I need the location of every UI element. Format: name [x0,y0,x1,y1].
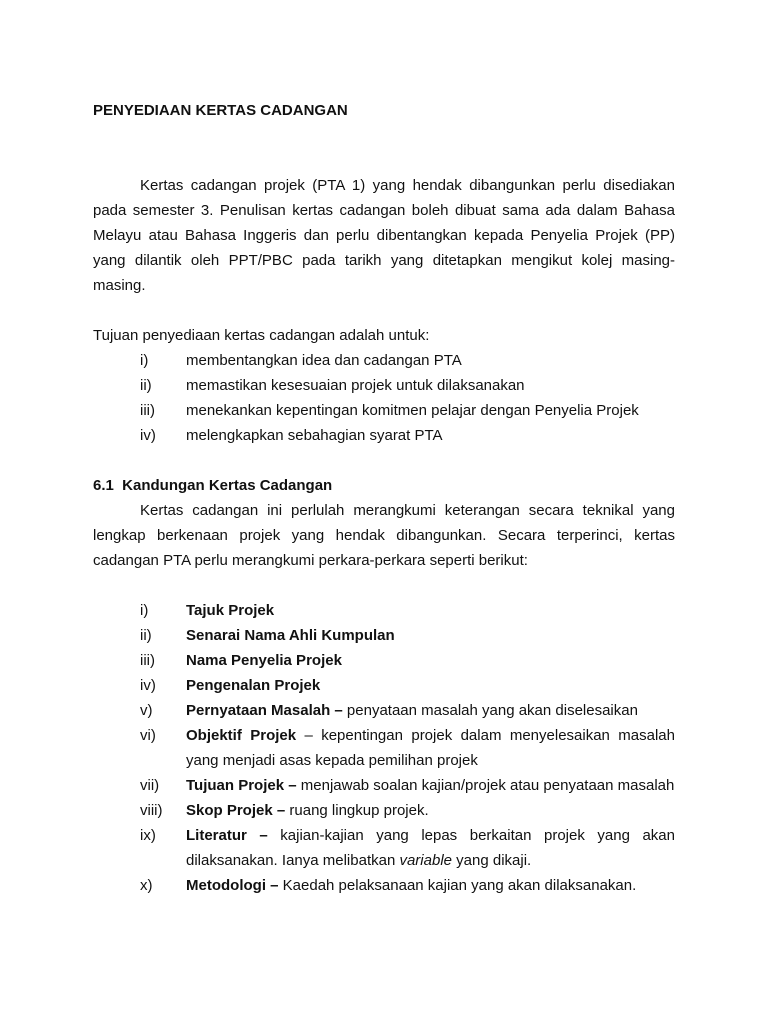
item-description: Kaedah pelaksanaan kajian yang akan dilaksanakan. [278,877,637,894]
list-item [93,823,680,873]
list-text [186,723,680,773]
item-bold-label: Nama Penyelia Projek [186,652,342,669]
list-text [186,598,675,623]
item-bold-label: Pengenalan Projek [186,677,321,694]
intro-paragraph: Kertas cadangan projek (PTA 1) yang hendak dibangunkan perlu disediakan pada semester 3. Penulisan kertas cadangan boleh dibuat sama ada dalam Bahasa Melayu atau Bahasa Inggeris dan perlu dibentangkan kepada Penyelia Projek (PP) yang dilantik oleh PPT/PBC pada tarikh yang ditetapkan mengikut kolej masing-masing. [93,177,675,294]
spacer [93,448,675,473]
item-bold-label: Senarai Nama Ahli Kumpulan [186,627,395,644]
list-number: iii) [140,402,155,419]
list-number: vi) [140,727,156,744]
contents-list [93,598,680,898]
item-bold-label: Tujuan Projek – [186,777,297,794]
list-number: x) [140,877,153,894]
list-item [93,798,675,823]
list-text [186,623,675,648]
list-text [186,798,675,823]
item-description: – kepentingan projek dalam menyelesaikan masalah yang menjadi asas kepada pemilihan projek [186,727,680,769]
list-text [186,648,675,673]
spacer [93,573,675,598]
section-paragraph: Kertas cadangan ini perlulah merangkumi keterangan secara teknikal yang lengkap berkenaan projek yang hendak dibangunkan. Secara terperinci, kertas cadangan PTA perlu merangkumi perkara-perkara seperti berikut: [93,502,675,569]
list-number: i) [140,602,149,619]
list-text: melengkapkan sebahagian syarat PTA [186,427,443,444]
item-description-end: yang dikaji. [452,852,532,869]
list-text [186,823,680,873]
list-number: ii) [140,377,152,394]
spacer [93,298,675,323]
purpose-list [93,348,675,448]
list-item [93,623,675,648]
list-item [93,873,675,898]
list-item [93,773,675,798]
list-item [93,373,675,398]
item-bold-label: Skop Projek – [186,802,286,819]
list-item [93,423,675,448]
list-number: iv) [140,677,156,694]
list-item [93,648,675,673]
item-bold-label: Objektif Projek [186,727,297,744]
item-bold-label: Literatur – [186,827,268,844]
list-number: iv) [140,427,156,444]
list-number: v) [140,702,153,719]
list-number: iii) [140,652,155,669]
list-item [93,598,675,623]
item-description: ruang lingkup projek. [285,802,429,819]
list-item [93,698,675,723]
list-text: menekankan kepentingan komitmen pelajar dengan Penyelia Projek [186,402,639,419]
section-heading: 6.1 Kandungan Kertas Cadangan [93,477,333,494]
list-item [93,398,675,423]
list-text [186,698,675,723]
list-number: viii) [140,802,163,819]
item-bold-label: Pernyataan Masalah – [186,702,343,719]
item-description: kajian-kajian yang lepas berkaitan projek yang akan dilaksanakan. Ianya melibatkan [186,827,680,869]
list-number: ii) [140,627,152,644]
document-title: PENYEDIAAN KERTAS CADANGAN [93,102,348,119]
list-item [93,348,675,373]
item-bold-label: Tajuk Projek [186,602,275,619]
list-number: vii) [140,777,160,794]
item-description: menjawab soalan kajian/projek atau penyataan masalah [296,777,675,794]
list-text [186,873,675,898]
purpose-intro: Tujuan penyediaan kertas cadangan adalah untuk: [93,327,430,344]
list-number: i) [140,352,149,369]
item-description: penyataan masalah yang akan diselesaikan [342,702,638,719]
list-text [186,773,675,798]
list-text: memastikan kesesuaian projek untuk dilaksanakan [186,377,525,394]
list-item [93,723,680,773]
item-bold-label: Metodologi – [186,877,279,894]
spacer [93,123,675,173]
list-number: ix) [140,827,156,844]
list-text [186,673,675,698]
document-page [93,98,680,898]
list-text: membentangkan idea dan cadangan PTA [186,352,462,369]
list-item [93,673,675,698]
item-italic-term: variable [399,852,452,869]
